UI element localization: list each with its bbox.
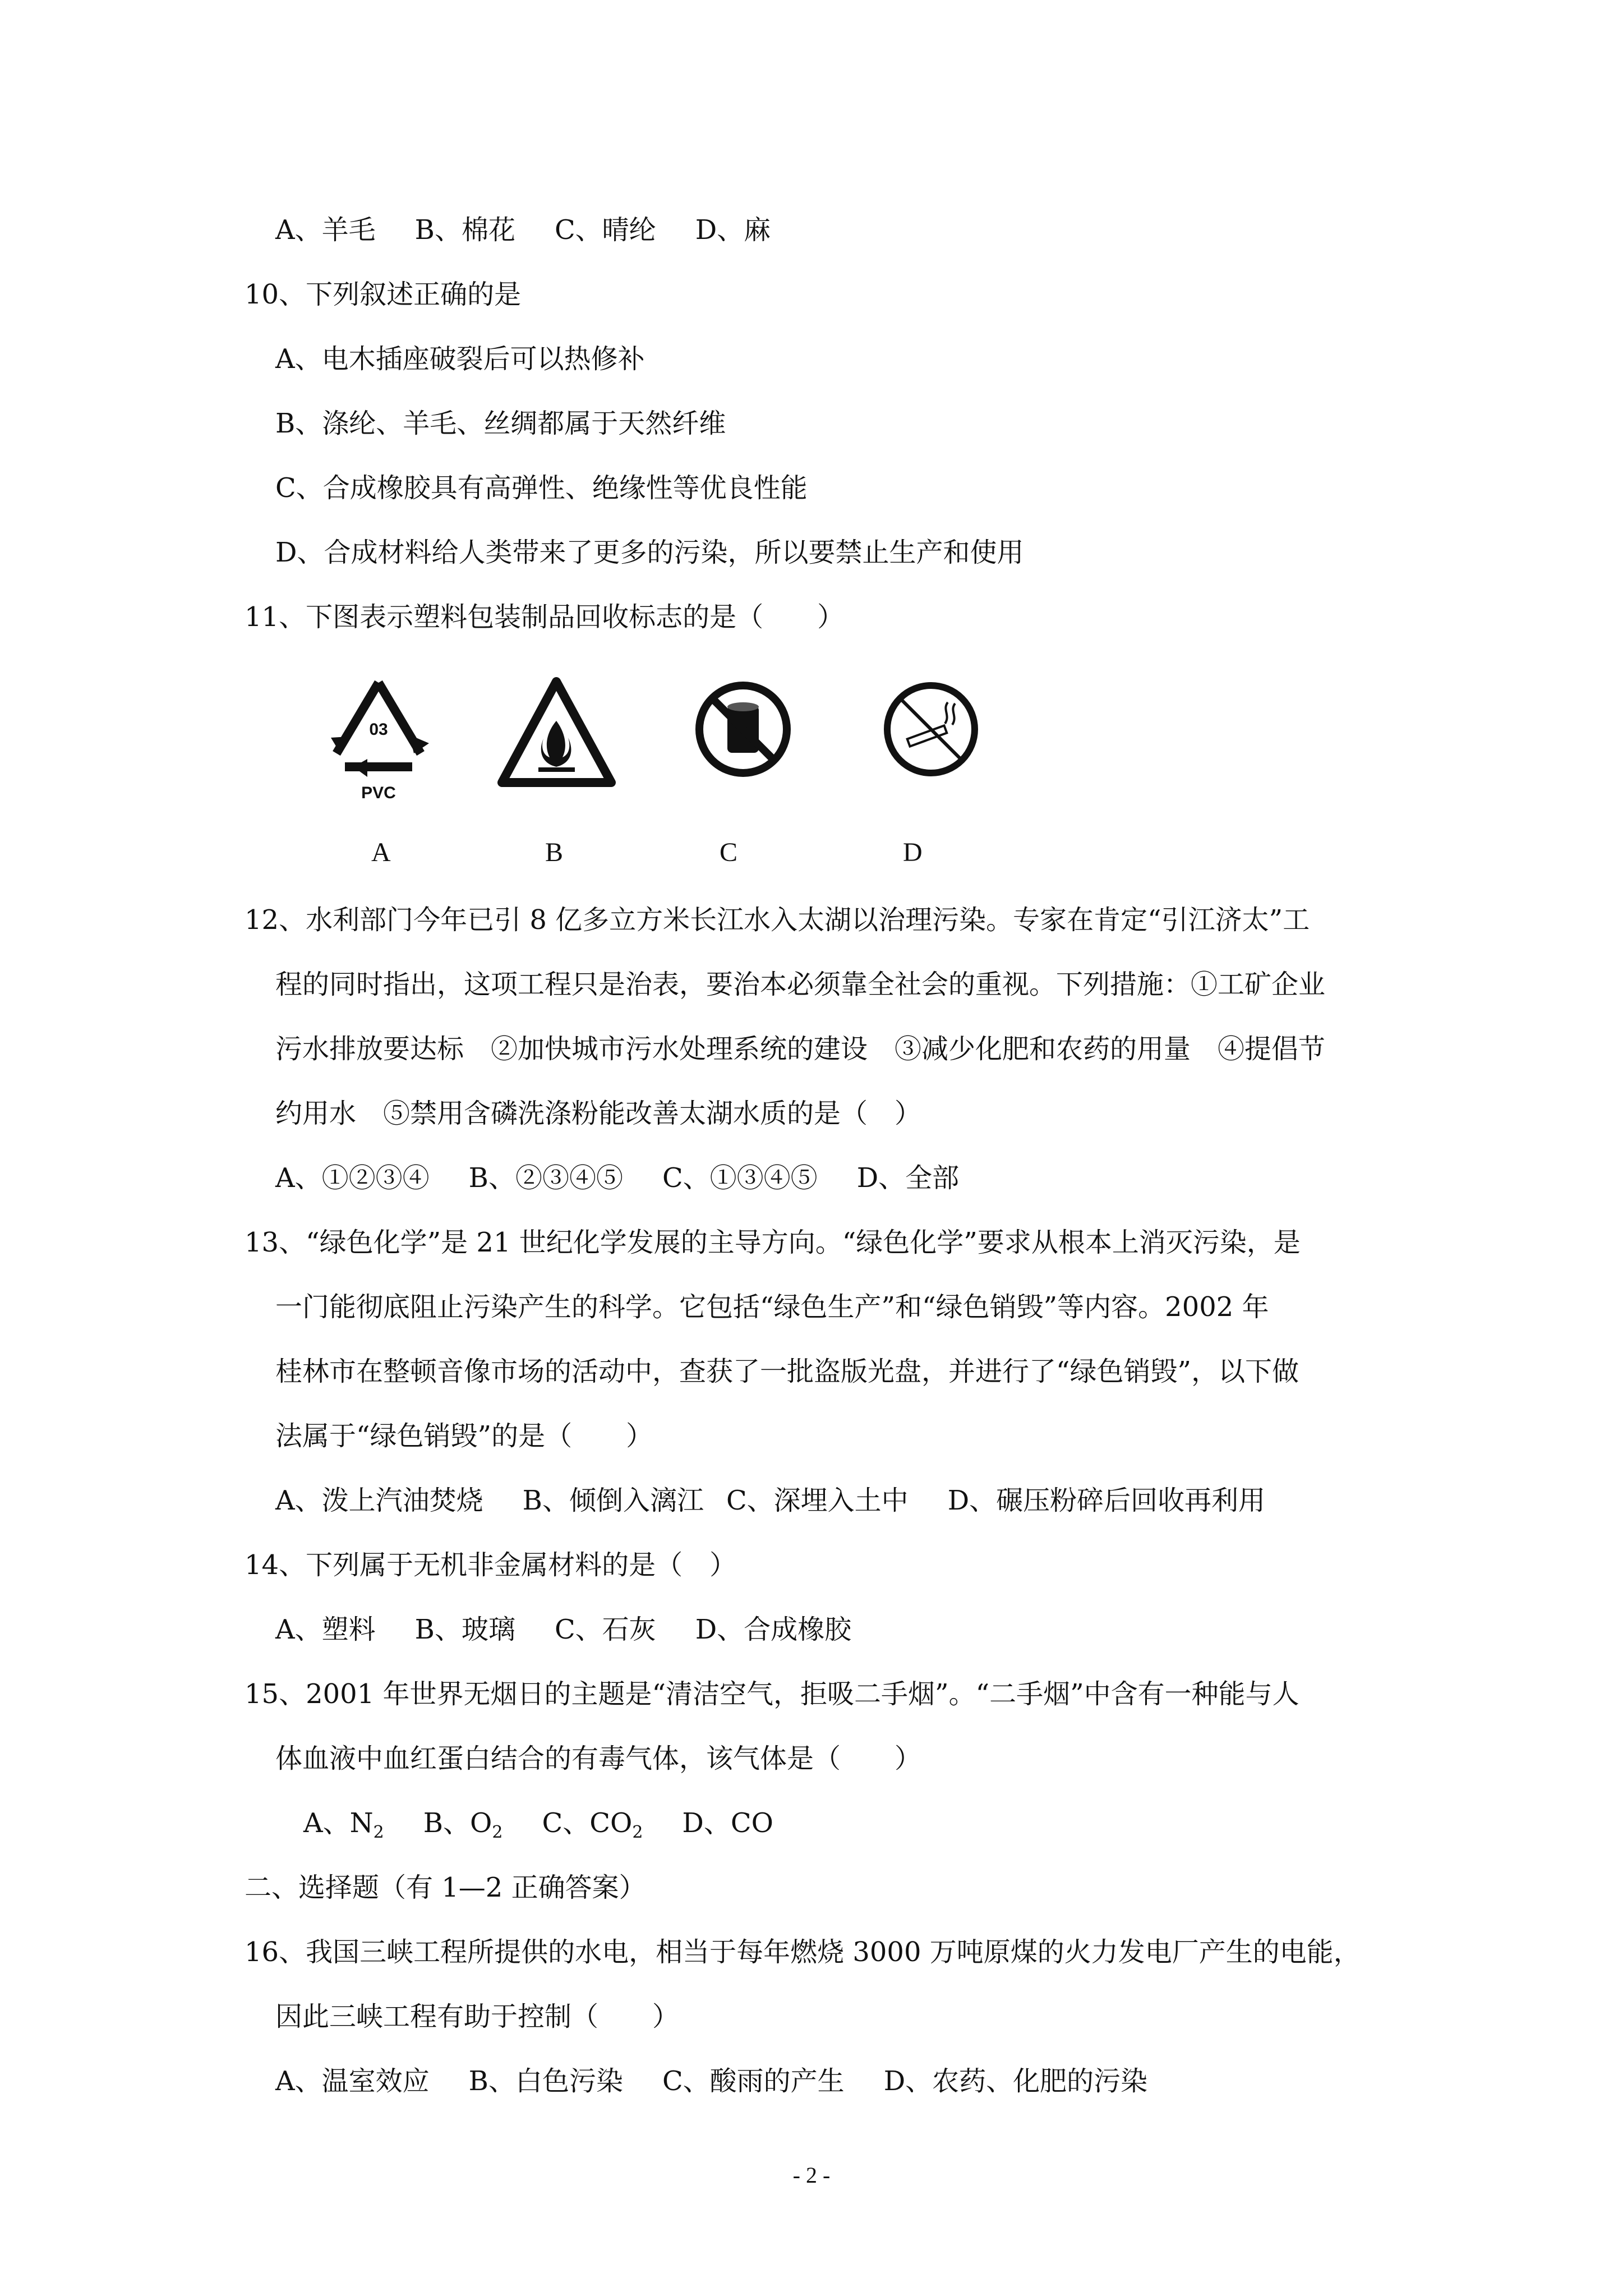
q15-option-d: D、CO	[682, 1807, 773, 1839]
q9-option-c: C、晴纶	[554, 214, 656, 246]
q14-stem: 14、下列属于无机非金属材料的是（ ）	[245, 1549, 737, 1581]
q10-option-b: B、涤纶、羊毛、丝绸都属于天然纤维	[275, 408, 726, 439]
q13-line-4: 法属于“绿色销毁”的是（ ）	[275, 1420, 653, 1452]
q10-option-c: C、合成橡胶具有高弹性、绝缘性等优良性能	[275, 472, 808, 504]
q12-options	[275, 1161, 959, 1195]
q14-options	[275, 1613, 851, 1646]
q11-label-c: C	[720, 838, 738, 867]
q11-label-a: A	[371, 838, 391, 867]
recycle-pvc-caption: PVC	[361, 784, 396, 802]
q11-label-b: B	[545, 838, 564, 867]
q10-stem: 10、下列叙述正确的是	[245, 279, 522, 310]
q12-option-a: A、①②③④	[275, 1162, 430, 1194]
q16-option-d: D、农药、化肥的污染	[883, 2065, 1148, 2097]
section2-title: 二、选择题（有 1—2 正确答案）	[245, 1872, 646, 1903]
q15-option-a-text: A、N	[303, 1807, 374, 1839]
q15-option-a-sub: 2	[373, 1823, 384, 1842]
q14-option-b: B、玻璃	[414, 1614, 515, 1645]
q15-option-c-text: C、CO	[542, 1807, 633, 1839]
q11-label-d: D	[903, 838, 923, 867]
q12-line-2: 程的同时指出，这项工程只是治表，要治本必须靠全社会的重视。下列措施：①工矿企业	[275, 969, 1326, 1000]
q10-option-a: A、电木插座破裂后可以热修补	[275, 343, 645, 375]
q12-option-b: B、②③④⑤	[468, 1162, 623, 1194]
q15-option-b	[423, 1807, 503, 1842]
q12-option-c: C、①③④⑤	[662, 1162, 818, 1194]
q13-line-3: 桂林市在整顿音像市场的活动中，查获了一批盗版光盘，并进行了“绿色销毁”，以下做	[275, 1356, 1299, 1387]
recycle-pvc-icon	[314, 670, 443, 805]
q15-line-1: 15、2001 年世界无烟日的主题是“清洁空气，拒吸二手烟”。“二手烟”中含有一种能与人	[245, 1678, 1299, 1710]
q15-options	[303, 1806, 773, 1840]
q12-line-4: 约用水 ⑤禁用含磷洗涤粉能改善太湖水质的是（ ）	[275, 1098, 922, 1129]
q14-option-d: D、合成橡胶	[695, 1614, 852, 1645]
q10-option-d: D、合成材料给人类带来了更多的污染，所以要禁止生产和使用	[275, 537, 1024, 568]
q16-option-a: A、温室效应	[275, 2065, 430, 2097]
flammable-warning-icon	[496, 676, 617, 788]
q15-option-c	[542, 1807, 643, 1842]
q15-option-c-sub: 2	[632, 1823, 643, 1842]
no-smoking-icon	[880, 679, 981, 780]
q9-option-b: B、棉花	[414, 214, 515, 246]
q13-option-b: B、倾倒入漓江	[522, 1485, 704, 1516]
q13-option-a: A、泼上汽油焚烧	[275, 1485, 483, 1516]
q16-option-b: B、白色污染	[468, 2065, 623, 2097]
q13-options	[275, 1484, 1265, 1517]
q12-option-d: D、全部	[856, 1162, 960, 1194]
no-barrel-icon	[693, 679, 794, 780]
q13-option-c: C、深埋入土中	[726, 1485, 909, 1516]
q16-options	[275, 2064, 1147, 2098]
q11-stem: 11、下图表示塑料包装制品回收标志的是（ ）	[245, 601, 845, 633]
q9-options	[275, 213, 771, 247]
q15-option-a	[303, 1807, 384, 1842]
q12-line-3: 污水排放要达标 ②加快城市污水处理系统的建设 ③减少化肥和农药的用量 ④提倡节	[275, 1033, 1326, 1065]
q13-line-2: 一门能彻底阻止污染产生的科学。它包括“绿色生产”和“绿色销毁”等内容。2002 年	[275, 1291, 1269, 1323]
q16-line-1: 16、我国三峡工程所提供的水电，相当于每年燃烧 3000 万吨原煤的火力发电厂产生的电能，	[245, 1936, 1361, 1968]
q15-option-b-text: B、O	[423, 1807, 492, 1839]
q12-line-1: 12、水利部门今年已引 8 亿多立方米长江水入太湖以治理污染。专家在肯定“引江济太”工	[245, 904, 1310, 936]
q16-line-2: 因此三峡工程有助于控制（ ）	[275, 2001, 680, 2032]
q15-line-2: 体血液中血红蛋白结合的有毒气体，该气体是（ ）	[275, 1743, 922, 1774]
q14-option-a: A、塑料	[275, 1614, 376, 1645]
q13-option-d: D、碾压粉碎后回收再利用	[947, 1485, 1266, 1516]
recycle-code-text: 03	[369, 720, 388, 739]
q16-option-c: C、酸雨的产生	[662, 2065, 845, 2097]
q15-option-b-sub: 2	[492, 1823, 503, 1842]
q9-option-d: D、麻	[695, 214, 771, 246]
page-number: - 2 -	[792, 2162, 831, 2188]
q13-line-1: 13、“绿色化学”是 21 世纪化学发展的主导方向。“绿色化学”要求从根本上消灭污染，是	[245, 1227, 1301, 1258]
q14-option-c: C、石灰	[554, 1614, 656, 1645]
q9-option-a: A、羊毛	[275, 214, 376, 246]
